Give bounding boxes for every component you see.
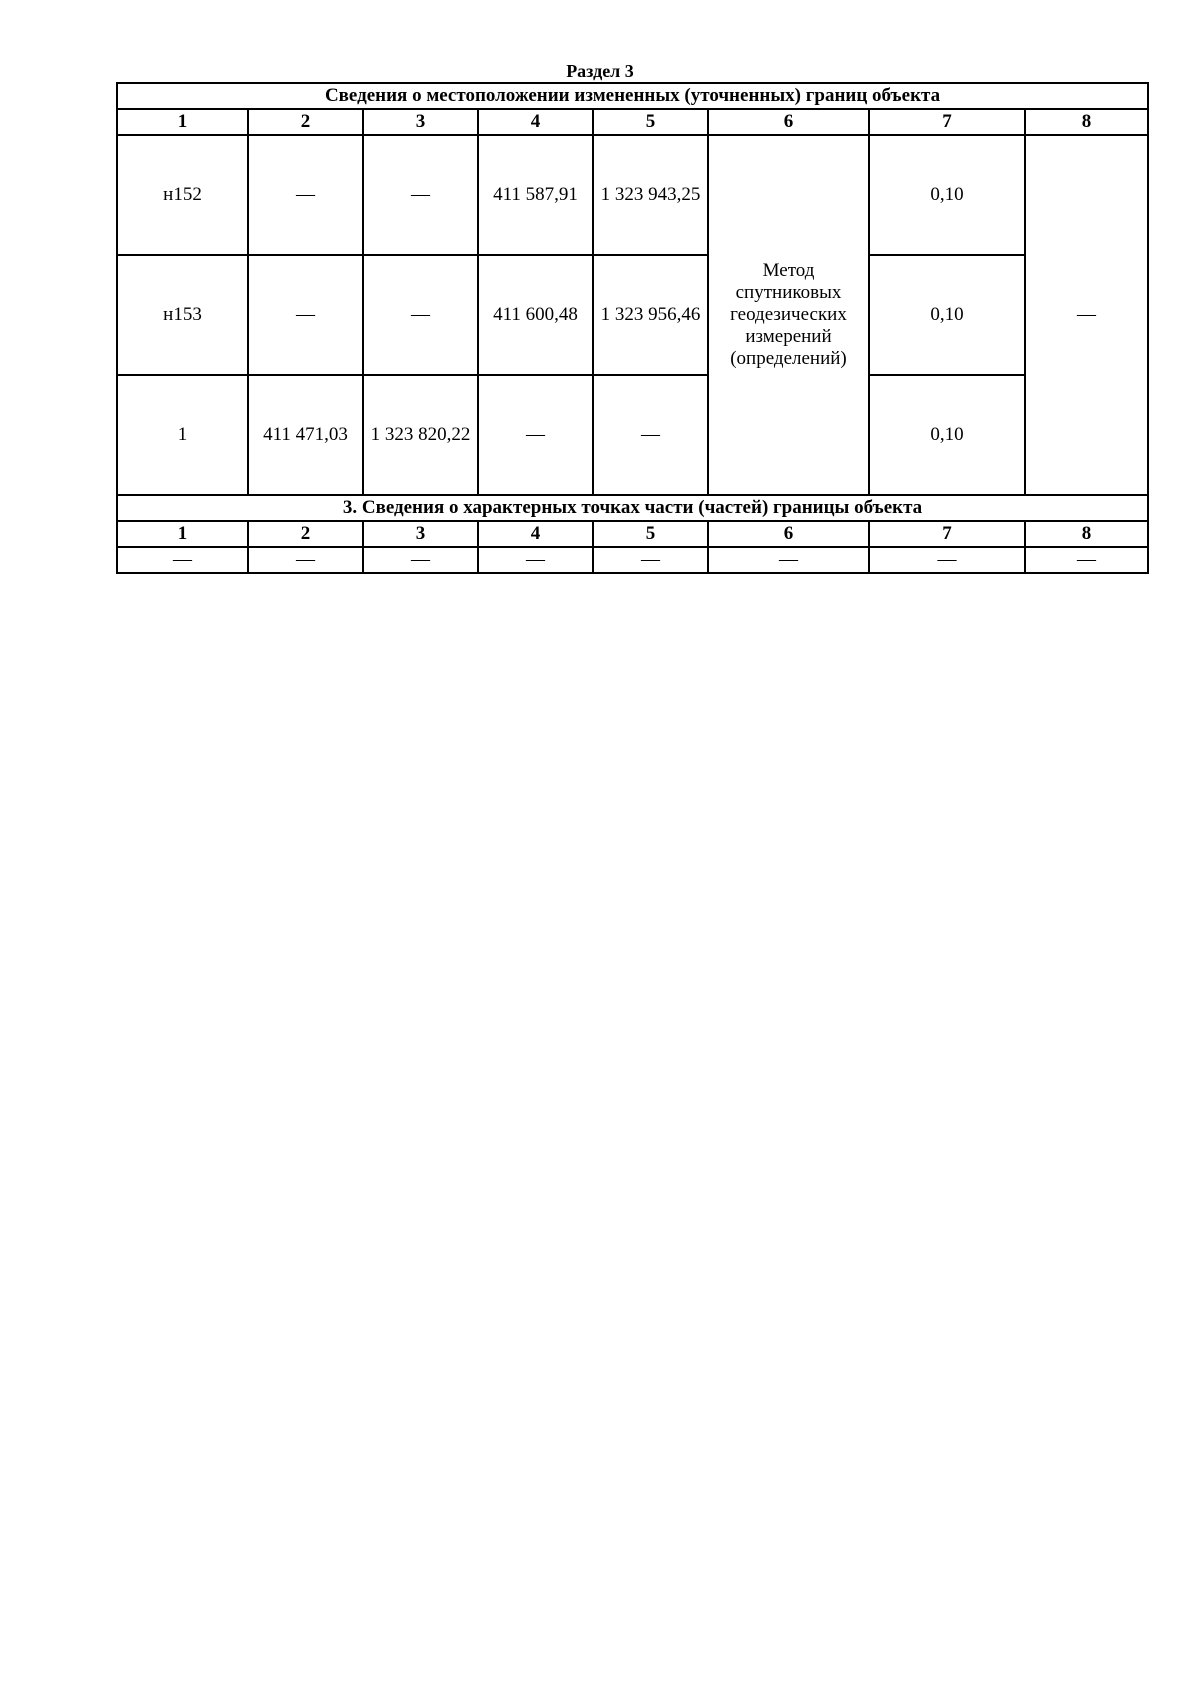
subsection-cell: — [248,547,363,573]
cell-y-old: 1 323 820,22 [363,375,478,495]
cell-x-old: 411 471,03 [248,375,363,495]
cell-y-old: — [363,255,478,375]
accuracy-cell: 0,10 [869,135,1025,255]
cell-y-new: — [593,375,708,495]
column-number: 2 [248,521,363,547]
column-number: 1 [117,109,248,135]
column-number: 2 [248,109,363,135]
point-name: н152 [117,135,248,255]
method-line: (определений) [730,348,847,369]
cell-x-new: 411 600,48 [478,255,593,375]
column-number: 7 [869,521,1025,547]
column-number: 1 [117,521,248,547]
cell-y-new: 1 323 956,46 [593,255,708,375]
column-number: 7 [869,109,1025,135]
table-row [117,135,1148,255]
subsection-row [117,547,1148,573]
method-cell [708,135,869,495]
col8-cell: — [1025,135,1148,495]
column-number: 6 [708,109,869,135]
column-number: 3 [363,109,478,135]
column-number: 6 [708,521,869,547]
method-line: Метод [762,260,815,281]
subsection-title: 3. Сведения о характерных точках части (частей) границы объекта [117,495,1148,521]
subsection-cell: — [117,547,248,573]
subsection-column-number-row [117,521,1148,547]
table-title: Сведения о местоположении измененных (уточненных) границ объекта [117,83,1148,109]
method-line: спутниковых [735,282,842,303]
column-number: 4 [478,109,593,135]
subsection-cell: — [363,547,478,573]
column-number: 5 [593,521,708,547]
method-line: измерений [745,326,832,347]
column-number: 3 [363,521,478,547]
boundary-table [116,82,1149,574]
column-number: 5 [593,109,708,135]
subsection-cell: — [593,547,708,573]
column-number: 4 [478,521,593,547]
subsection-cell: — [1025,547,1148,573]
table-title-row [117,83,1148,109]
section-label: Раздел 3 [566,61,634,81]
cell-x-old: — [248,255,363,375]
point-name: н153 [117,255,248,375]
cell-x-new: 411 587,91 [478,135,593,255]
column-number: 8 [1025,109,1148,135]
point-name: 1 [117,375,248,495]
subsection-cell: — [478,547,593,573]
cell-y-new: 1 323 943,25 [593,135,708,255]
subsection-title-row [117,495,1148,521]
accuracy-cell: 0,10 [869,375,1025,495]
method-line: геодезических [730,304,847,325]
column-number-row [117,109,1148,135]
cell-x-new: — [478,375,593,495]
cell-x-old: — [248,135,363,255]
subsection-cell: — [869,547,1025,573]
table-row [117,375,1148,495]
accuracy-cell: 0,10 [869,255,1025,375]
column-number: 8 [1025,521,1148,547]
cell-y-old: — [363,135,478,255]
subsection-cell: — [708,547,869,573]
table-row [117,255,1148,375]
